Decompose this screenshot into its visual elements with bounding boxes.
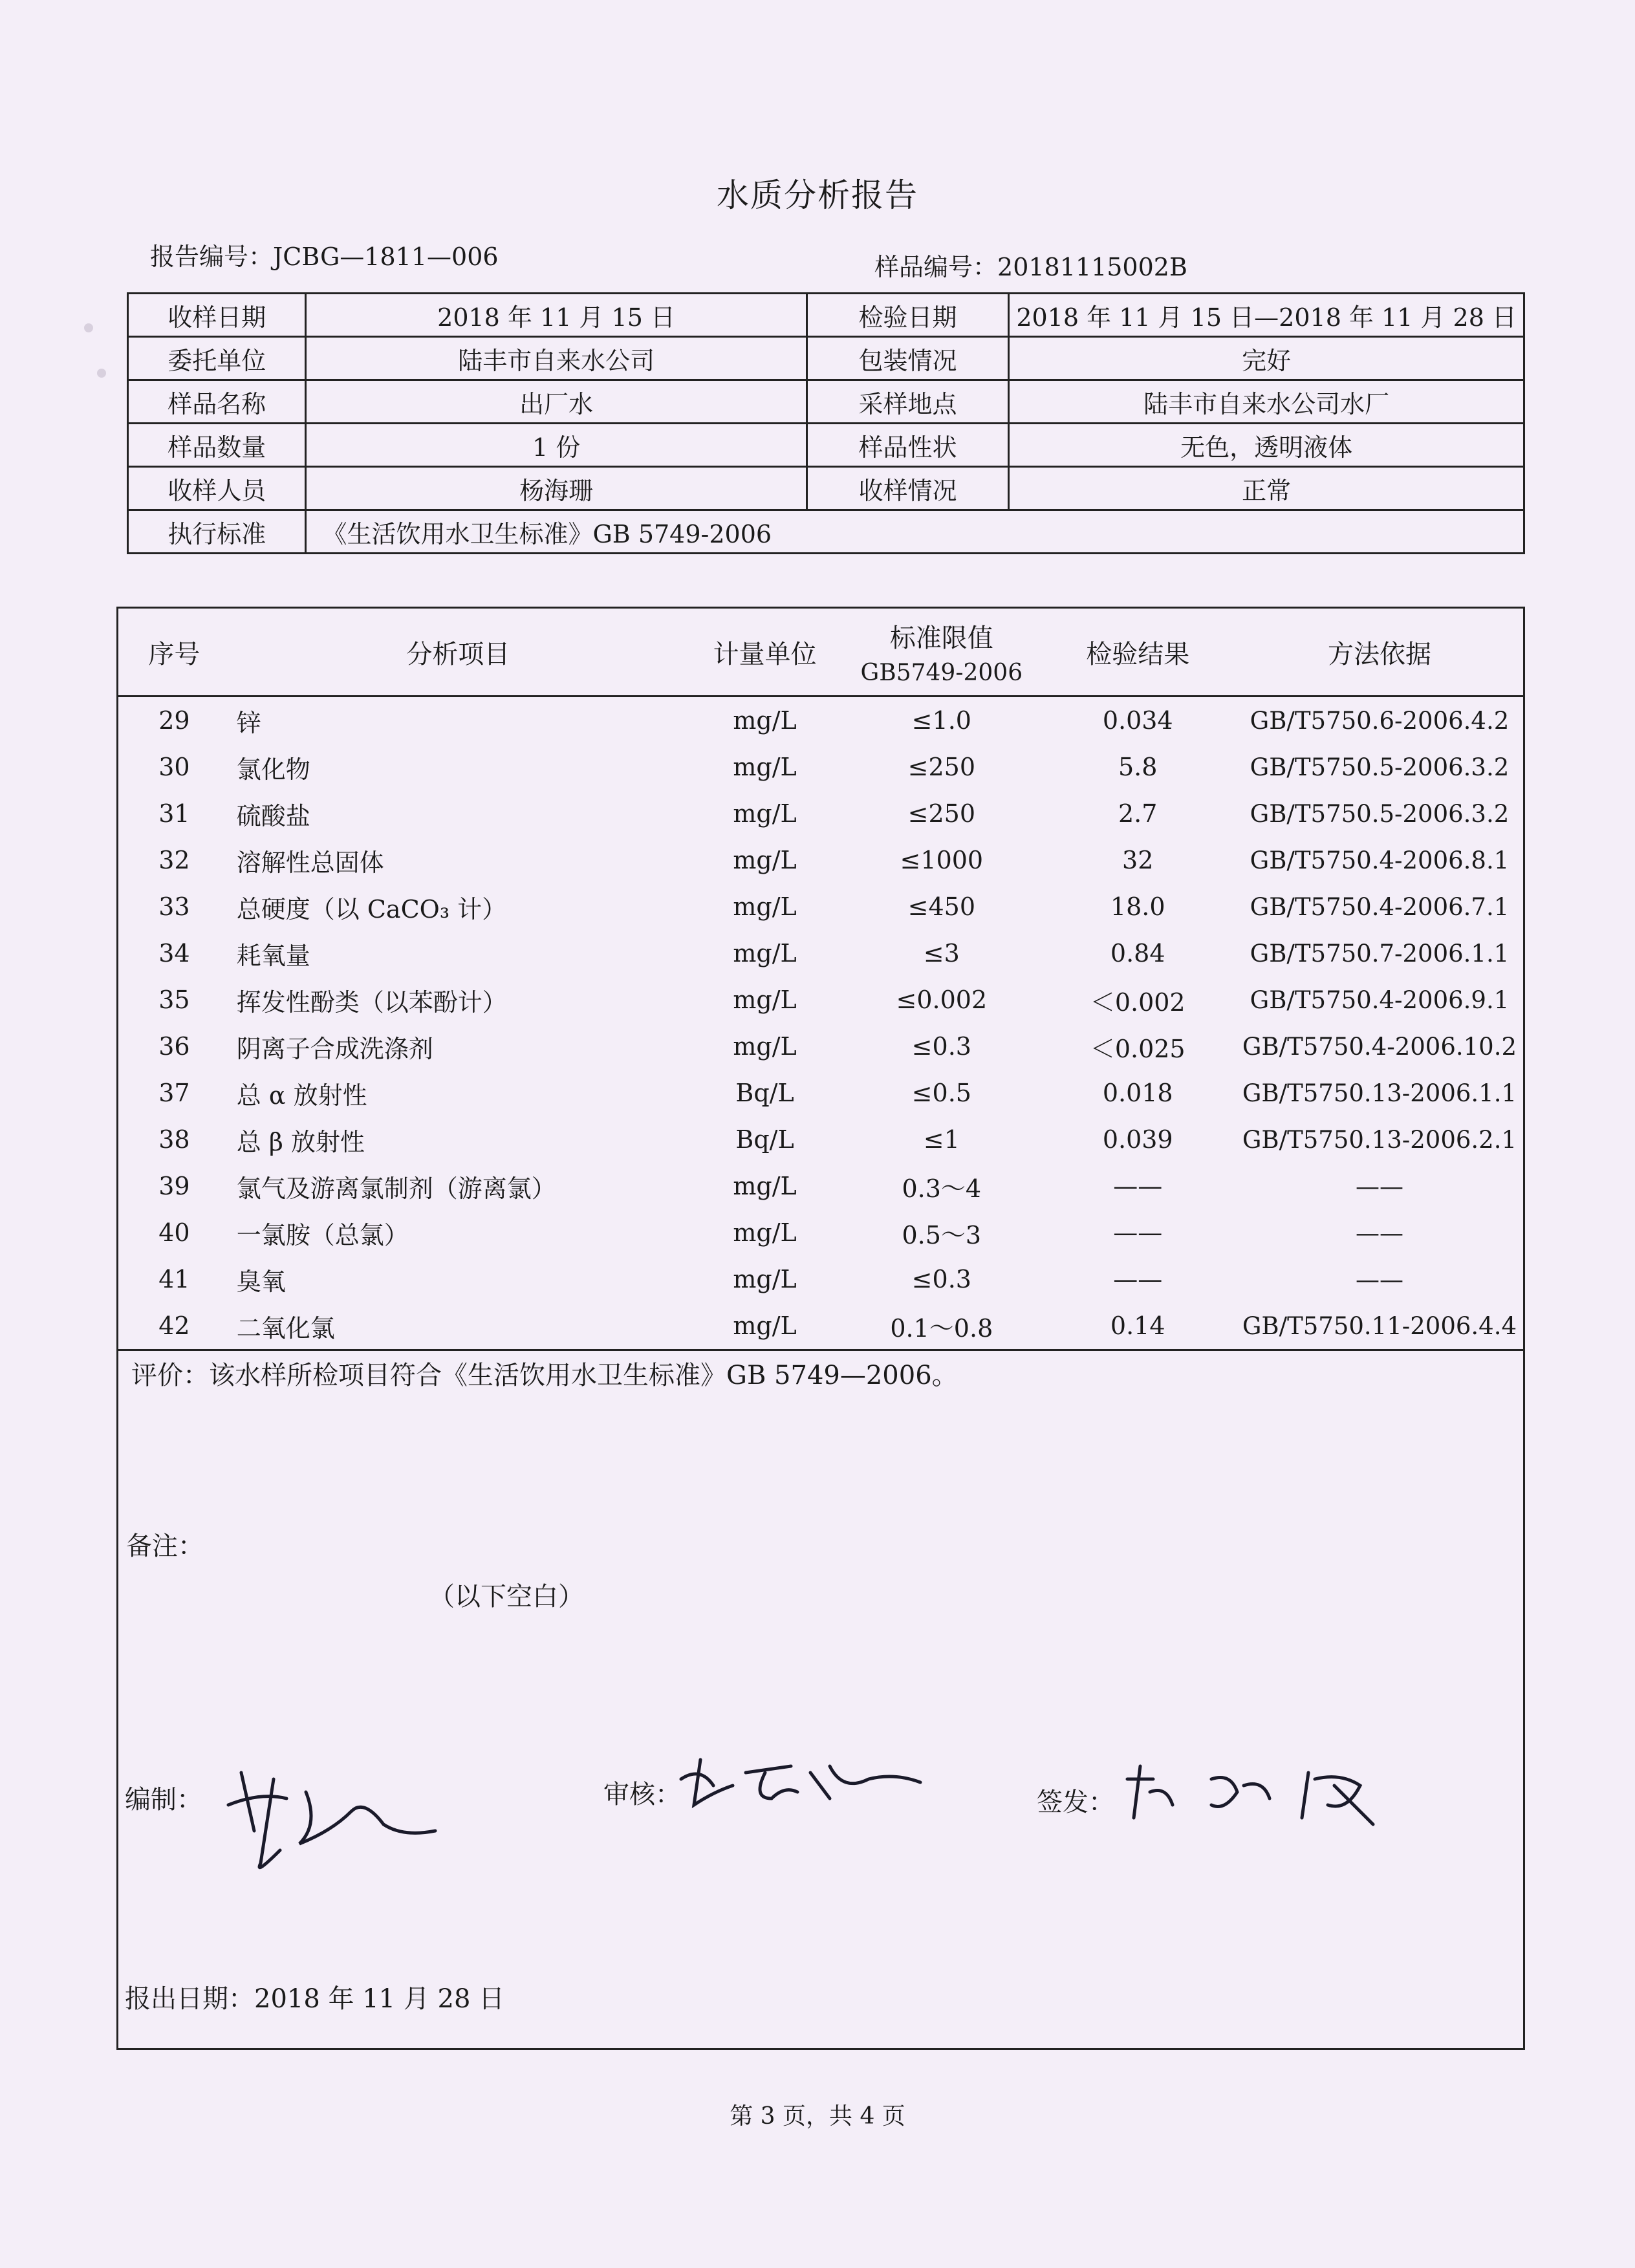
approved-by-signature [1114, 1753, 1386, 1831]
info-label: 收样人员 [128, 467, 306, 510]
result-cell-method: GB/T5750.13-2006.2.1 [1242, 1125, 1517, 1154]
info-row [128, 467, 1524, 510]
result-cell-method: —— [1355, 1172, 1403, 1200]
result-cell-result: ＜0.002 [1090, 988, 1186, 1017]
result-cell-method: GB/T5750.4-2006.7.1 [1250, 892, 1510, 921]
result-row [118, 1209, 1523, 1256]
result-cell-result: 0.14 [1040, 1302, 1236, 1350]
result-cell-method: GB/T5750.6-2006.4.2 [1250, 706, 1510, 735]
result-cell-index: 31 [158, 799, 190, 828]
result-cell-result: 32 [1122, 846, 1154, 874]
info-label: 样品名称 [128, 380, 306, 424]
result-cell-unit: Bq/L [735, 1125, 794, 1154]
result-cell-limit: ≤0.5 [911, 1079, 971, 1107]
result-cell-index: 30 [158, 753, 190, 781]
result-cell-method: GB/T5750.13-2006.1.1 [1242, 1079, 1517, 1107]
info-label: 包装情况 [807, 337, 1009, 380]
result-cell-method: GB/T5750.7-2006.1.1 [1250, 939, 1510, 967]
result-row [118, 1116, 1523, 1163]
result-cell-limit: 0.1～0.8 [843, 1302, 1039, 1350]
report-number [150, 237, 499, 272]
result-cell-unit: mg/L [733, 753, 797, 781]
result-cell-limit: ≤3 [923, 939, 960, 967]
info-label: 样品性状 [807, 424, 1009, 467]
result-cell-method: GB/T5750.4-2006.9.1 [1250, 986, 1510, 1014]
result-cell-limit: ≤1.0 [911, 706, 971, 735]
result-row [118, 1070, 1523, 1116]
binding-hole [84, 323, 93, 332]
results-table [118, 609, 1523, 1351]
info-label: 采样地点 [807, 380, 1009, 424]
evaluation-text: 评价：该水样所检项目符合《生活饮用水卫生标准》GB 5749—2006。 [131, 1361, 958, 1390]
result-cell-item: 臭氧 [236, 1267, 286, 1296]
result-cell-item: 总 β 放射性 [236, 1127, 365, 1156]
info-value: 1 份 [306, 424, 807, 467]
info-value: 2018 年 11 月 15 日—2018 年 11 月 28 日 [1009, 294, 1524, 337]
result-cell-unit: mg/L [733, 846, 797, 874]
result-cell-limit: ≤250 [907, 753, 975, 781]
info-value: 无色，透明液体 [1009, 424, 1524, 467]
result-cell-unit: mg/L [733, 1265, 797, 1293]
result-cell-item: 硫酸盐 [236, 801, 310, 830]
info-value: 陆丰市自来水公司水厂 [1009, 380, 1524, 424]
report-title: 水质分析报告 [717, 177, 918, 214]
result-cell-method: —— [1355, 1218, 1403, 1247]
result-cell-item: 氯化物 [236, 755, 310, 784]
result-cell-index: 36 [158, 1032, 190, 1061]
result-row [118, 1023, 1523, 1070]
result-cell-unit: mg/L [686, 1302, 843, 1350]
result-cell-item: 总硬度（以 CaCO₃ 计） [236, 894, 507, 923]
info-value: 2018 年 11 月 15 日 [306, 294, 807, 337]
result-cell-method: GB/T5750.5-2006.3.2 [1250, 753, 1510, 781]
result-cell-method: GB/T5750.11-2006.4.4 [1236, 1302, 1523, 1350]
result-cell-method: —— [1355, 1265, 1403, 1293]
result-cell-item: 溶解性总固体 [236, 848, 384, 877]
result-cell-index: 38 [158, 1125, 190, 1154]
result-cell-index: 29 [158, 706, 190, 735]
result-cell-method: GB/T5750.5-2006.3.2 [1250, 799, 1510, 828]
result-row [118, 1163, 1523, 1209]
result-cell-unit: mg/L [733, 1172, 797, 1200]
result-cell-limit: ≤250 [907, 799, 975, 828]
reviewed-by-label: 审核： [603, 1780, 681, 1809]
result-cell-result: —— [1113, 1265, 1163, 1293]
result-cell-result: 2.7 [1118, 799, 1158, 828]
info-row [128, 380, 1524, 424]
result-cell-result: 0.034 [1102, 706, 1173, 735]
col-header-limit [843, 609, 1039, 697]
result-cell-item: 锌 [236, 708, 261, 737]
results-section [116, 607, 1525, 2050]
info-label: 检验日期 [807, 294, 1009, 337]
prepared-by-signature [215, 1734, 461, 1889]
result-row [118, 744, 1523, 790]
result-cell-item: 耗氧量 [236, 941, 310, 970]
result-cell-limit: ≤0.002 [896, 986, 988, 1014]
result-cell-method: GB/T5750.4-2006.10.2 [1242, 1032, 1517, 1061]
result-cell-index: 33 [158, 892, 190, 921]
result-cell-unit: mg/L [733, 799, 797, 828]
col-header-result: 检验结果 [1040, 609, 1236, 697]
result-cell-limit: 0.5～3 [902, 1220, 982, 1249]
sample-number-value: 20181115002B [997, 253, 1187, 281]
info-value: 陆丰市自来水公司 [306, 337, 807, 380]
result-row [118, 697, 1523, 744]
result-cell-unit: mg/L [733, 892, 797, 921]
result-row [118, 790, 1523, 837]
result-cell-limit: ≤0.3 [911, 1265, 971, 1293]
result-row [118, 977, 1523, 1023]
info-label: 收样日期 [128, 294, 306, 337]
info-row [128, 337, 1524, 380]
sample-info-table [127, 292, 1525, 554]
info-value: 杨海珊 [306, 467, 807, 510]
prepared-by-label: 编制： [125, 1785, 202, 1815]
result-cell-index: 42 [118, 1302, 230, 1350]
result-row [118, 1302, 1523, 1350]
result-row [118, 837, 1523, 883]
col-header-method: 方法依据 [1236, 609, 1523, 697]
info-value: 出厂水 [306, 380, 807, 424]
info-value: 完好 [1009, 337, 1524, 380]
result-cell-unit: mg/L [733, 986, 797, 1014]
result-cell-result: ＜0.025 [1090, 1034, 1186, 1063]
result-cell-result: 0.018 [1102, 1079, 1173, 1107]
page-footer: 第 3 页，共 4 页 [730, 2103, 905, 2130]
report-number-value: JCBG—1811—006 [273, 243, 499, 271]
col-header-index: 序号 [118, 609, 230, 697]
result-cell-result: —— [1113, 1218, 1163, 1247]
result-cell-unit: mg/L [733, 1218, 797, 1247]
info-row [128, 294, 1524, 337]
col-header-limit-standard: GB5749-2006 [860, 660, 1023, 686]
info-row-standard [128, 510, 1524, 554]
result-cell-item: 一氯胺（总氯） [236, 1220, 409, 1249]
result-cell-index: 35 [158, 986, 190, 1014]
result-cell-index: 37 [158, 1079, 190, 1107]
result-cell-unit: Bq/L [735, 1079, 794, 1107]
result-cell-index: 41 [158, 1265, 190, 1293]
col-header-unit: 计量单位 [686, 609, 843, 697]
result-cell-result: —— [1113, 1172, 1163, 1200]
reviewed-by-signature [675, 1747, 933, 1818]
info-label: 委托单位 [128, 337, 306, 380]
result-cell-limit: 0.3～4 [902, 1174, 982, 1203]
result-row [118, 883, 1523, 930]
result-row [118, 1256, 1523, 1302]
result-cell-index: 39 [158, 1172, 190, 1200]
info-label: 样品数量 [128, 424, 306, 467]
result-cell-unit: mg/L [733, 939, 797, 967]
result-row [118, 930, 1523, 977]
result-cell-limit: ≤0.3 [911, 1032, 971, 1061]
issue-date: 报出日期：2018 年 11 月 28 日 [125, 1984, 505, 2014]
result-cell-item: 总 α 放射性 [236, 1081, 367, 1110]
result-cell-result: 5.8 [1118, 753, 1158, 781]
info-label: 收样情况 [807, 467, 1009, 510]
result-cell-index: 34 [158, 939, 190, 967]
result-cell-index: 40 [158, 1218, 190, 1247]
standard-value: 《生活饮用水卫生标准》GB 5749-2006 [306, 510, 1524, 554]
result-cell-item: 挥发性酚类（以苯酚计） [236, 988, 507, 1017]
result-cell-limit: ≤1000 [900, 846, 984, 874]
result-cell-index: 32 [158, 846, 190, 874]
col-header-limit-title: 标准限值 [889, 623, 993, 653]
result-cell-limit: ≤1 [923, 1125, 960, 1154]
result-cell-unit: mg/L [733, 1032, 797, 1061]
approved-by-label: 签发： [1037, 1787, 1114, 1817]
info-value: 正常 [1009, 467, 1524, 510]
result-cell-result: 18.0 [1110, 892, 1165, 921]
sample-number-label: 样品编号： [874, 253, 998, 281]
result-cell-result: 0.039 [1102, 1125, 1173, 1154]
sample-number [874, 247, 1187, 283]
result-cell-unit: mg/L [733, 706, 797, 735]
blank-note: （以下空白） [429, 1582, 584, 1612]
info-row [128, 424, 1524, 467]
remarks-label: 备注： [126, 1531, 204, 1561]
result-cell-result: 0.84 [1110, 939, 1165, 967]
result-cell-item: 氯气及游离氯制剂（游离氯） [236, 1174, 556, 1203]
standard-label: 执行标准 [128, 510, 306, 554]
report-number-label: 报告编号： [150, 243, 274, 271]
result-cell-method: GB/T5750.4-2006.8.1 [1250, 846, 1510, 874]
col-header-item: 分析项目 [230, 609, 686, 697]
result-cell-item: 阴离子合成洗涤剂 [236, 1034, 433, 1063]
binding-hole [97, 369, 106, 378]
result-cell-limit: ≤450 [907, 892, 975, 921]
result-cell-item: 二氧化氯 [230, 1302, 686, 1350]
